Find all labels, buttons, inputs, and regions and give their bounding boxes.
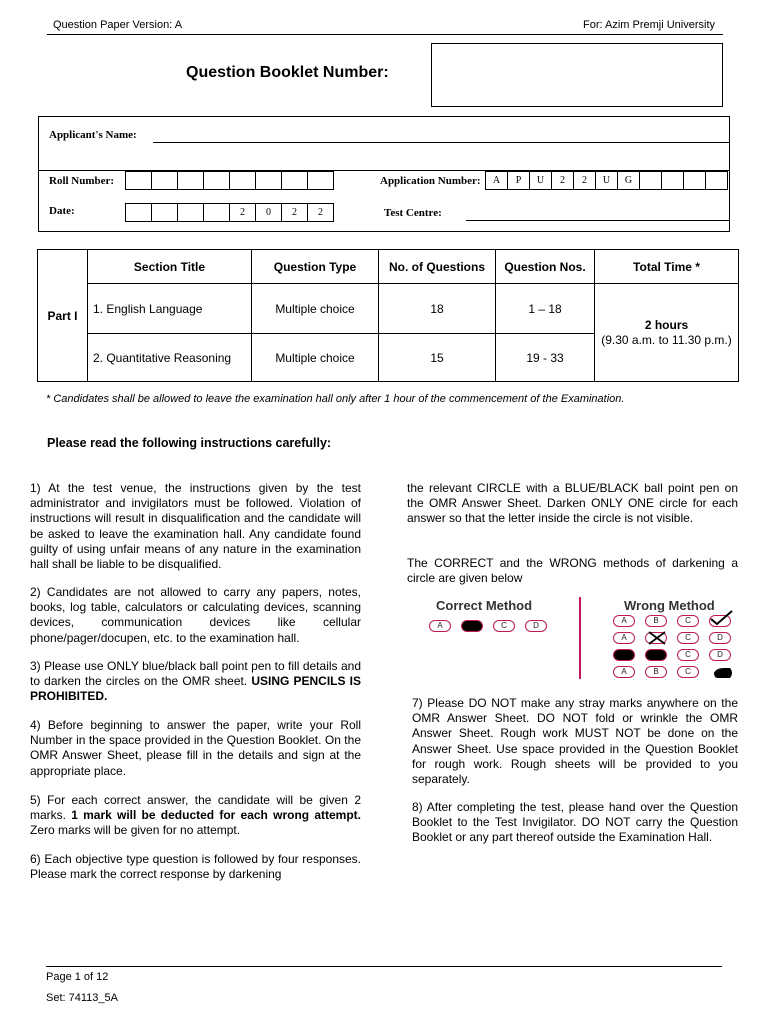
application-number-field[interactable] — [486, 171, 728, 190]
part-label: Part I — [38, 250, 88, 382]
set-number: Set: 74113_5A — [46, 992, 118, 1004]
methods-intro: The CORRECT and the WRONG methods of darkening a circle are given below — [407, 556, 738, 586]
roll-cell[interactable] — [177, 171, 204, 190]
date-label: Date: — [49, 205, 75, 217]
time-footnote: * Candidates shall be allowed to leave the examination hall only after 1 hour of the commencement of the Examination. — [46, 393, 625, 405]
instruction-5-text: 5) For each correct answer, the candidate will be given 2 marks. — [30, 793, 361, 823]
instructions-heading: Please read the following instructions carefully: — [47, 436, 332, 450]
header-no-of-questions: No. of Questions — [379, 250, 496, 284]
roll-cell[interactable] — [255, 171, 282, 190]
omr-bubble: D — [709, 632, 731, 644]
instruction-3 — [30, 659, 361, 705]
omr-bubble-filled — [613, 649, 635, 661]
institution-label: For: Azim Premji University — [583, 19, 716, 31]
instruction-5 — [30, 793, 361, 839]
cross-mark-icon — [646, 631, 668, 645]
roll-cell[interactable] — [125, 171, 152, 190]
paper-version: Question Paper Version: A — [53, 19, 183, 31]
omr-bubble-filled — [645, 649, 667, 661]
correct-method-title: Correct Method — [436, 598, 533, 613]
instruction-1: 1) At the test venue, the instructions given by the test administrator and invigilators must be followed. Violation of instructions will result in disqualification and the candidate will be asked to leave the examination hall. Any candidate found guilty of using unfair means of any nature in the examination hall shall be liable to be disqualified. — [30, 481, 361, 572]
roll-cell[interactable] — [229, 171, 256, 190]
header-question-type: Question Type — [252, 250, 379, 284]
total-time-cell — [595, 284, 739, 382]
application-cell[interactable]: U — [595, 171, 618, 190]
omr-bubble-crossed — [645, 632, 667, 644]
application-cell[interactable]: 2 — [573, 171, 596, 190]
table-row — [38, 284, 739, 334]
applicant-details-box — [38, 116, 730, 232]
roll-cell[interactable] — [281, 171, 308, 190]
header-question-nos: Question Nos. — [496, 250, 595, 284]
wrong-method-title: Wrong Method — [624, 598, 715, 613]
applicant-name-label: Applicant's Name: — [49, 129, 137, 141]
application-cell[interactable]: G — [617, 171, 640, 190]
tick-mark-icon — [708, 610, 734, 626]
instruction-3-warning: USING PENCILS IS PROHIBITED. — [30, 674, 361, 704]
section-title-cell: 1. English Language — [88, 284, 252, 334]
application-cell[interactable]: 2 — [551, 171, 574, 190]
header-divider — [47, 34, 723, 35]
instruction-8: 8) After completing the test, please hand over the Question Booklet to the Test Invigilator. DO NOT carry the Question Booklet or any part thereof outside the Examination Hall. — [412, 800, 738, 845]
roll-cell[interactable] — [203, 171, 230, 190]
omr-bubble: D — [709, 649, 731, 661]
date-cell[interactable] — [177, 203, 204, 222]
date-cell[interactable] — [125, 203, 152, 222]
instruction-2: 2) Candidates are not allowed to carry any papers, notes, books, log table, calculators or calculating devices, scanning devices, communication devices like cellular phone/pager/docupen, etc. to the examination hall. — [30, 585, 361, 645]
methods-divider — [579, 597, 581, 679]
omr-bubble: C — [677, 649, 699, 661]
application-cell[interactable] — [639, 171, 662, 190]
omr-bubble: A — [613, 615, 635, 627]
omr-bubble: C — [677, 666, 699, 678]
question-count-cell: 18 — [379, 284, 496, 334]
instruction-5-penalty: 1 mark will be deducted for each wrong attempt. — [71, 808, 361, 823]
date-cell[interactable]: 2 — [281, 203, 308, 222]
application-cell[interactable]: U — [529, 171, 552, 190]
section-table — [37, 249, 739, 382]
omr-bubble: C — [677, 632, 699, 644]
test-centre-label: Test Centre: — [384, 207, 442, 219]
instruction-3-text: 3) Please use ONLY blue/black ball point pen to fill details and to darken the circles on the OMR sheet. — [30, 659, 361, 689]
header-total-time: Total Time * — [595, 250, 739, 284]
booklet-number-box[interactable] — [431, 43, 723, 107]
date-cell[interactable] — [151, 203, 178, 222]
instruction-7: 7) Please DO NOT make any stray marks anywhere on the OMR Answer Sheet. DO NOT fold or wrinkle the OMR Answer Sheet. Rough work MUST NOT be done on the Answer Sheet. Use space provided in the Question Booklet for rough work. Rough sheets will be provided to you separately. — [412, 696, 738, 787]
omr-bubble: A — [613, 632, 635, 644]
instruction-6-continued: the relevant CIRCLE with a BLUE/BLACK ball point pen on the OMR Answer Sheet. Darken ONLY ONE circle for each answer so that the letter inside the circle is not visible. — [407, 481, 738, 526]
instruction-4: 4) Before beginning to answer the paper, write your Roll Number in the space provided in the Question Booklet. On the OMR Answer Sheet, please fill in the details and sign at the appropriate place. — [30, 718, 361, 778]
applicant-name-field[interactable] — [153, 142, 729, 143]
omr-bubble: A — [429, 620, 451, 632]
omr-bubble-filled — [461, 620, 483, 632]
date-cell[interactable] — [203, 203, 230, 222]
application-cell[interactable] — [683, 171, 706, 190]
instruction-6: 6) Each objective type question is followed by four responses. Please mark the correct response by darkening — [30, 852, 361, 882]
date-cell[interactable]: 2 — [307, 203, 334, 222]
omr-bubble: D — [525, 620, 547, 632]
roll-cell[interactable] — [307, 171, 334, 190]
roll-cell[interactable] — [151, 171, 178, 190]
footer-divider — [46, 966, 722, 967]
booklet-number-label: Question Booklet Number: — [186, 64, 389, 81]
header-section-title: Section Title — [88, 250, 252, 284]
application-number-label: Application Number: — [380, 175, 481, 187]
application-cell[interactable]: P — [507, 171, 530, 190]
question-type-cell: Multiple choice — [252, 284, 379, 334]
omr-bubble-ticked — [709, 615, 731, 627]
application-cell[interactable]: A — [485, 171, 508, 190]
test-centre-field[interactable] — [466, 220, 729, 221]
omr-bubble: C — [493, 620, 515, 632]
omr-bubble: A — [613, 666, 635, 678]
omr-bubble: B — [645, 615, 667, 627]
application-cell[interactable] — [705, 171, 728, 190]
omr-bubble-smudged — [709, 666, 731, 678]
question-nos-cell: 19 - 33 — [496, 334, 595, 382]
question-nos-cell: 1 – 18 — [496, 284, 595, 334]
omr-bubble: B — [645, 666, 667, 678]
total-time-sub: (9.30 a.m. to 11.30 p.m.) — [601, 333, 732, 347]
date-cell[interactable]: 0 — [255, 203, 282, 222]
omr-bubble: C — [677, 615, 699, 627]
question-count-cell: 15 — [379, 334, 496, 382]
date-cell[interactable]: 2 — [229, 203, 256, 222]
question-type-cell: Multiple choice — [252, 334, 379, 382]
total-time-main: 2 hours — [644, 318, 689, 332]
instruction-5-zero: Zero marks will be given for no attempt. — [30, 823, 241, 838]
page-number: Page 1 of 12 — [46, 971, 109, 983]
application-cell[interactable] — [661, 171, 684, 190]
roll-number-field[interactable] — [126, 171, 334, 190]
date-field[interactable] — [126, 203, 334, 222]
smudge-mark-icon — [710, 667, 734, 679]
roll-number-label: Roll Number: — [49, 175, 115, 187]
section-title-cell: 2. Quantitative Reasoning — [88, 334, 252, 382]
